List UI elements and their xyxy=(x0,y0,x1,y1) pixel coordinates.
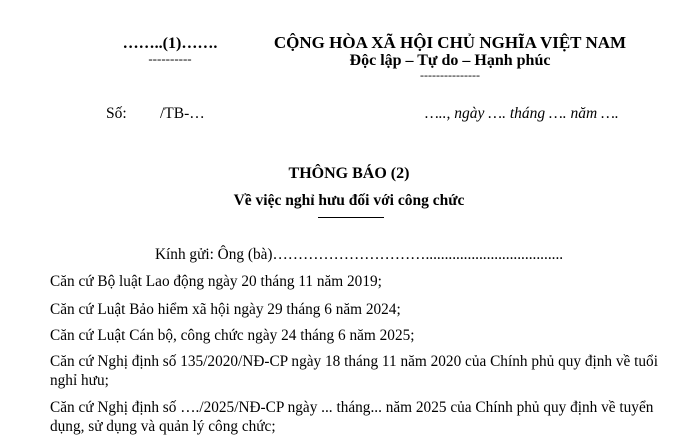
legal-basis-4: Căn cứ Nghị định số 135/2020/NĐ-CP ngày 18 tháng 11 năm 2020 của Chính phủ quy định về tuổi nghỉ hưu; xyxy=(50,353,658,389)
document-title: THÔNG BÁO (2) xyxy=(288,165,410,182)
place-date-line: ….., ngày …. tháng …. năm …. xyxy=(425,105,619,122)
legal-basis-5: Căn cứ Nghị định số …./2025/NĐ-CP ngày ... tháng... năm 2025 của Chính phủ quy định về tuyển dụng, sử dụng và quản lý công chức; xyxy=(50,399,654,435)
motto: Độc lập – Tự do – Hạnh phúc xyxy=(349,52,551,69)
motto-rule: --------------- xyxy=(420,68,480,82)
agency-name: ……..(1)……. xyxy=(122,35,218,52)
nation-title: CỘNG HÒA XÃ HỘI CHỦ NGHĨA VIỆT NAM xyxy=(273,33,627,52)
number-value: /TB-… xyxy=(160,105,205,122)
legal-basis-2: Căn cứ Luật Bảo hiểm xã hội ngày 29 tháng 6 năm 2024; xyxy=(50,301,401,318)
document-subject: Về việc nghỉ hưu đối với công chức xyxy=(233,192,465,209)
subject-underline xyxy=(318,217,384,218)
legal-basis-1: Căn cứ Bộ luật Lao động ngày 20 tháng 11 năm 2019; xyxy=(50,273,382,290)
agency-rule: ---------- xyxy=(148,51,192,66)
number-label: Số: xyxy=(106,105,127,122)
recipient-line: Kính gửi: Ông (bà)………………………….................................... xyxy=(155,246,564,263)
legal-basis-3: Căn cứ Luật Cán bộ, công chức ngày 24 tháng 6 năm 2025; xyxy=(50,327,415,344)
